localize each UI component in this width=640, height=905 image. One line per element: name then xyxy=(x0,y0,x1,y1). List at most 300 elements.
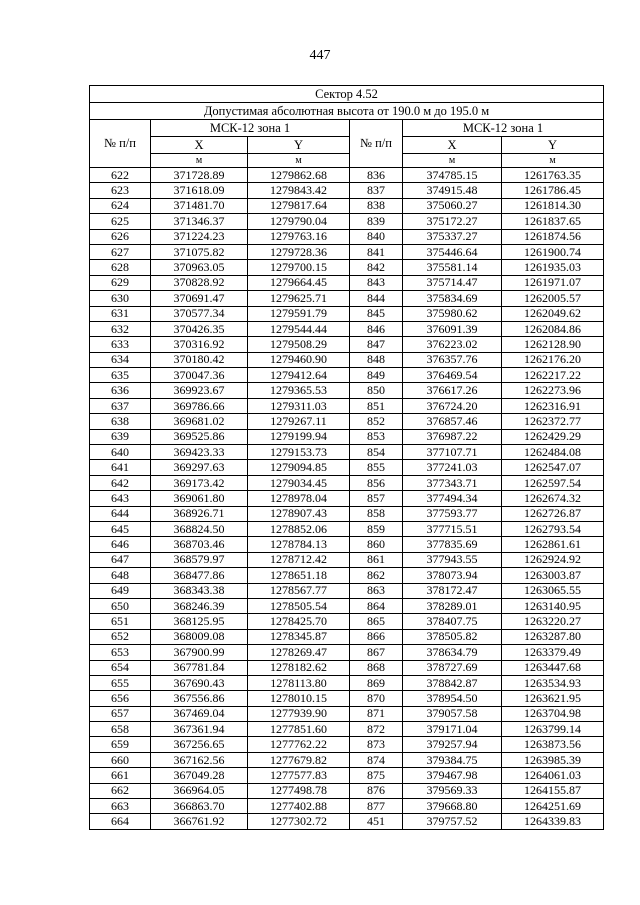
right-y-coordinate-cell: 1261900.74 xyxy=(502,244,604,259)
table-row xyxy=(90,306,604,321)
left-point-number-cell: 643 xyxy=(90,491,151,506)
right-x-coordinate-cell: 375172.27 xyxy=(403,214,502,229)
table-row xyxy=(90,552,604,567)
left-x-coordinate-cell: 367556.86 xyxy=(151,691,248,706)
right-x-coordinate-cell: 375714.47 xyxy=(403,275,502,290)
right-point-number-cell: 865 xyxy=(350,614,403,629)
left-y-coordinate-cell: 1278784.13 xyxy=(248,537,350,552)
sector-title: Сектор 4.52 xyxy=(90,86,604,103)
right-x-coordinate-cell: 376617.26 xyxy=(403,383,502,398)
right-point-number-cell: 842 xyxy=(350,260,403,275)
left-y-coordinate-cell: 1279544.44 xyxy=(248,321,350,336)
right-x-coordinate-cell: 376223.02 xyxy=(403,337,502,352)
table-row xyxy=(90,521,604,536)
left-x-coordinate-cell: 371728.89 xyxy=(151,168,248,183)
right-x-coordinate-cell: 378954.50 xyxy=(403,691,502,706)
right-y-coordinate-cell: 1261763.35 xyxy=(502,168,604,183)
unit-x-left: м xyxy=(151,154,248,168)
table-row xyxy=(90,691,604,706)
table-row xyxy=(90,491,604,506)
right-y-coordinate-cell: 1263799.14 xyxy=(502,722,604,737)
table-row xyxy=(90,244,604,259)
left-point-number-cell: 622 xyxy=(90,168,151,183)
right-x-coordinate-cell: 374785.15 xyxy=(403,168,502,183)
axis-header-row xyxy=(90,137,604,154)
left-x-coordinate-cell: 368125.95 xyxy=(151,614,248,629)
left-x-coordinate-cell: 370047.36 xyxy=(151,368,248,383)
left-x-coordinate-cell: 367781.84 xyxy=(151,660,248,675)
left-y-coordinate-cell: 1279267.11 xyxy=(248,414,350,429)
right-point-number-cell: 837 xyxy=(350,183,403,198)
left-point-number-cell: 636 xyxy=(90,383,151,398)
table-row xyxy=(90,198,604,213)
right-point-number-cell: 855 xyxy=(350,460,403,475)
right-point-number-cell: 874 xyxy=(350,752,403,767)
coordinates-table-body xyxy=(90,86,604,830)
left-point-number-cell: 662 xyxy=(90,783,151,798)
right-x-coordinate-cell: 377343.71 xyxy=(403,475,502,490)
left-y-coordinate-cell: 1277939.90 xyxy=(248,706,350,721)
right-x-coordinate-cell: 377107.71 xyxy=(403,445,502,460)
x-header-right: X xyxy=(403,137,502,154)
left-point-number-cell: 649 xyxy=(90,583,151,598)
table-row xyxy=(90,675,604,690)
right-x-coordinate-cell: 379171.04 xyxy=(403,722,502,737)
table-row xyxy=(90,768,604,783)
left-point-number-cell: 640 xyxy=(90,445,151,460)
left-x-coordinate-cell: 369923.67 xyxy=(151,383,248,398)
right-point-number-cell: 850 xyxy=(350,383,403,398)
right-y-coordinate-cell: 1262484.08 xyxy=(502,445,604,460)
right-y-coordinate-cell: 1262316.91 xyxy=(502,398,604,413)
right-x-coordinate-cell: 377494.34 xyxy=(403,491,502,506)
right-y-coordinate-cell: 1262372.77 xyxy=(502,414,604,429)
table-row xyxy=(90,783,604,798)
left-point-number-cell: 633 xyxy=(90,337,151,352)
left-x-coordinate-cell: 369423.33 xyxy=(151,445,248,460)
right-point-number-cell: 869 xyxy=(350,675,403,690)
right-y-coordinate-cell: 1263447.68 xyxy=(502,660,604,675)
left-y-coordinate-cell: 1279034.45 xyxy=(248,475,350,490)
left-x-coordinate-cell: 370180.42 xyxy=(151,352,248,367)
right-point-number-cell: 863 xyxy=(350,583,403,598)
right-y-coordinate-cell: 1264251.69 xyxy=(502,799,604,814)
right-point-number-cell: 854 xyxy=(350,445,403,460)
right-y-coordinate-cell: 1262793.54 xyxy=(502,521,604,536)
table-row xyxy=(90,475,604,490)
zone-header-right: МСК-12 зона 1 xyxy=(403,120,604,137)
table-row xyxy=(90,752,604,767)
left-point-number-cell: 652 xyxy=(90,629,151,644)
right-y-coordinate-cell: 1261837.65 xyxy=(502,214,604,229)
right-x-coordinate-cell: 378842.87 xyxy=(403,675,502,690)
unit-x-right: м xyxy=(403,154,502,168)
right-x-coordinate-cell: 374915.48 xyxy=(403,183,502,198)
left-point-number-cell: 656 xyxy=(90,691,151,706)
right-y-coordinate-cell: 1262726.87 xyxy=(502,506,604,521)
right-y-coordinate-cell: 1264061.03 xyxy=(502,768,604,783)
right-point-number-cell: 860 xyxy=(350,537,403,552)
right-x-coordinate-cell: 376987.22 xyxy=(403,429,502,444)
left-point-number-cell: 646 xyxy=(90,537,151,552)
left-y-coordinate-cell: 1279843.42 xyxy=(248,183,350,198)
right-point-number-cell: 864 xyxy=(350,598,403,613)
right-y-coordinate-cell: 1263065.55 xyxy=(502,583,604,598)
left-point-number-cell: 651 xyxy=(90,614,151,629)
right-point-number-cell: 836 xyxy=(350,168,403,183)
right-point-number-cell: 857 xyxy=(350,491,403,506)
left-point-number-cell: 659 xyxy=(90,737,151,752)
y-header-right: Y xyxy=(502,137,604,154)
left-point-number-cell: 647 xyxy=(90,552,151,567)
right-y-coordinate-cell: 1262273.96 xyxy=(502,383,604,398)
right-x-coordinate-cell: 377835.69 xyxy=(403,537,502,552)
left-x-coordinate-cell: 371618.09 xyxy=(151,183,248,198)
left-y-coordinate-cell: 1279094.85 xyxy=(248,460,350,475)
right-y-coordinate-cell: 1263985.39 xyxy=(502,752,604,767)
unit-y-right: м xyxy=(502,154,604,168)
right-x-coordinate-cell: 375834.69 xyxy=(403,291,502,306)
left-y-coordinate-cell: 1278010.15 xyxy=(248,691,350,706)
table-row xyxy=(90,737,604,752)
right-y-coordinate-cell: 1262128.90 xyxy=(502,337,604,352)
right-x-coordinate-cell: 375060.27 xyxy=(403,198,502,213)
right-y-coordinate-cell: 1263873.56 xyxy=(502,737,604,752)
left-x-coordinate-cell: 368477.86 xyxy=(151,568,248,583)
x-header-left: X xyxy=(151,137,248,154)
left-x-coordinate-cell: 367690.43 xyxy=(151,675,248,690)
left-point-number-cell: 654 xyxy=(90,660,151,675)
right-y-coordinate-cell: 1263621.95 xyxy=(502,691,604,706)
left-y-coordinate-cell: 1278269.47 xyxy=(248,645,350,660)
table-row xyxy=(90,398,604,413)
left-point-number-cell: 629 xyxy=(90,275,151,290)
left-y-coordinate-cell: 1279591.79 xyxy=(248,306,350,321)
left-y-coordinate-cell: 1278113.80 xyxy=(248,675,350,690)
right-y-coordinate-cell: 1262049.62 xyxy=(502,306,604,321)
table-row xyxy=(90,814,604,829)
left-y-coordinate-cell: 1278425.70 xyxy=(248,614,350,629)
right-point-number-cell: 841 xyxy=(350,244,403,259)
right-x-coordinate-cell: 377241.03 xyxy=(403,460,502,475)
right-y-coordinate-cell: 1261786.45 xyxy=(502,183,604,198)
table-row xyxy=(90,722,604,737)
right-y-coordinate-cell: 1262674.32 xyxy=(502,491,604,506)
left-y-coordinate-cell: 1279763.16 xyxy=(248,229,350,244)
right-x-coordinate-cell: 378634.79 xyxy=(403,645,502,660)
coordinates-table xyxy=(89,85,604,830)
right-x-coordinate-cell: 378505.82 xyxy=(403,629,502,644)
right-point-number-cell: 867 xyxy=(350,645,403,660)
left-x-coordinate-cell: 368926.71 xyxy=(151,506,248,521)
left-x-coordinate-cell: 366964.05 xyxy=(151,783,248,798)
right-y-coordinate-cell: 1262005.57 xyxy=(502,291,604,306)
left-point-number-cell: 653 xyxy=(90,645,151,660)
table-row xyxy=(90,383,604,398)
left-x-coordinate-cell: 367256.65 xyxy=(151,737,248,752)
right-y-coordinate-cell: 1261874.56 xyxy=(502,229,604,244)
left-point-number-cell: 641 xyxy=(90,460,151,475)
right-point-number-cell: 859 xyxy=(350,521,403,536)
left-y-coordinate-cell: 1277302.72 xyxy=(248,814,350,829)
right-x-coordinate-cell: 376469.54 xyxy=(403,368,502,383)
right-point-number-cell: 856 xyxy=(350,475,403,490)
left-point-number-cell: 637 xyxy=(90,398,151,413)
left-point-number-cell: 623 xyxy=(90,183,151,198)
left-point-number-cell: 660 xyxy=(90,752,151,767)
left-y-coordinate-cell: 1279625.71 xyxy=(248,291,350,306)
left-y-coordinate-cell: 1278182.62 xyxy=(248,660,350,675)
right-y-coordinate-cell: 1263534.93 xyxy=(502,675,604,690)
left-y-coordinate-cell: 1278345.87 xyxy=(248,629,350,644)
left-point-number-cell: 642 xyxy=(90,475,151,490)
left-y-coordinate-cell: 1279153.73 xyxy=(248,445,350,460)
right-x-coordinate-cell: 378289.01 xyxy=(403,598,502,613)
right-y-coordinate-cell: 1263140.95 xyxy=(502,598,604,613)
left-point-number-cell: 628 xyxy=(90,260,151,275)
table-row xyxy=(90,352,604,367)
table-row xyxy=(90,321,604,336)
right-x-coordinate-cell: 379467.98 xyxy=(403,768,502,783)
table-row xyxy=(90,799,604,814)
left-point-number-cell: 635 xyxy=(90,368,151,383)
left-x-coordinate-cell: 368824.50 xyxy=(151,521,248,536)
left-x-coordinate-cell: 366863.70 xyxy=(151,799,248,814)
table-row xyxy=(90,614,604,629)
right-y-coordinate-cell: 1262597.54 xyxy=(502,475,604,490)
left-x-coordinate-cell: 371075.82 xyxy=(151,244,248,259)
right-x-coordinate-cell: 376091.39 xyxy=(403,321,502,336)
left-y-coordinate-cell: 1278852.06 xyxy=(248,521,350,536)
right-x-coordinate-cell: 378407.75 xyxy=(403,614,502,629)
right-point-number-cell: 851 xyxy=(350,398,403,413)
left-x-coordinate-cell: 368579.97 xyxy=(151,552,248,567)
left-y-coordinate-cell: 1277402.88 xyxy=(248,799,350,814)
left-x-coordinate-cell: 369061.80 xyxy=(151,491,248,506)
right-point-number-cell: 866 xyxy=(350,629,403,644)
left-point-number-cell: 658 xyxy=(90,722,151,737)
number-header-right: № п/п xyxy=(350,120,403,168)
right-y-coordinate-cell: 1264155.87 xyxy=(502,783,604,798)
right-y-coordinate-cell: 1263704.98 xyxy=(502,706,604,721)
table-row xyxy=(90,291,604,306)
right-y-coordinate-cell: 1262429.29 xyxy=(502,429,604,444)
table-row xyxy=(90,506,604,521)
right-point-number-cell: 868 xyxy=(350,660,403,675)
y-header-left: Y xyxy=(248,137,350,154)
left-y-coordinate-cell: 1279664.45 xyxy=(248,275,350,290)
right-point-number-cell: 876 xyxy=(350,783,403,798)
right-x-coordinate-cell: 377593.77 xyxy=(403,506,502,521)
left-point-number-cell: 625 xyxy=(90,214,151,229)
number-header-left: № п/п xyxy=(90,120,151,168)
left-y-coordinate-cell: 1279199.94 xyxy=(248,429,350,444)
left-y-coordinate-cell: 1279460.90 xyxy=(248,352,350,367)
left-x-coordinate-cell: 370828.92 xyxy=(151,275,248,290)
right-point-number-cell: 843 xyxy=(350,275,403,290)
right-point-number-cell: 846 xyxy=(350,321,403,336)
right-x-coordinate-cell: 375446.64 xyxy=(403,244,502,259)
table-row xyxy=(90,537,604,552)
left-y-coordinate-cell: 1279412.64 xyxy=(248,368,350,383)
left-x-coordinate-cell: 371481.70 xyxy=(151,198,248,213)
left-x-coordinate-cell: 370577.34 xyxy=(151,306,248,321)
right-point-number-cell: 838 xyxy=(350,198,403,213)
unit-row xyxy=(90,154,604,168)
left-x-coordinate-cell: 368703.46 xyxy=(151,537,248,552)
table-row xyxy=(90,429,604,444)
right-x-coordinate-cell: 375980.62 xyxy=(403,306,502,321)
left-x-coordinate-cell: 368009.08 xyxy=(151,629,248,644)
zone-header-left: МСК-12 зона 1 xyxy=(151,120,350,137)
right-x-coordinate-cell: 378727.69 xyxy=(403,660,502,675)
left-point-number-cell: 644 xyxy=(90,506,151,521)
zone-header-row xyxy=(90,120,604,137)
left-point-number-cell: 634 xyxy=(90,352,151,367)
left-y-coordinate-cell: 1277679.82 xyxy=(248,752,350,767)
table-row xyxy=(90,414,604,429)
left-y-coordinate-cell: 1279311.03 xyxy=(248,398,350,413)
left-point-number-cell: 663 xyxy=(90,799,151,814)
right-x-coordinate-cell: 377943.55 xyxy=(403,552,502,567)
right-x-coordinate-cell: 379384.75 xyxy=(403,752,502,767)
table-row xyxy=(90,368,604,383)
right-y-coordinate-cell: 1263003.87 xyxy=(502,568,604,583)
left-x-coordinate-cell: 371224.23 xyxy=(151,229,248,244)
right-y-coordinate-cell: 1262217.22 xyxy=(502,368,604,383)
title-row xyxy=(90,86,604,103)
left-y-coordinate-cell: 1279700.15 xyxy=(248,260,350,275)
right-y-coordinate-cell: 1263220.27 xyxy=(502,614,604,629)
table-row xyxy=(90,629,604,644)
right-point-number-cell: 840 xyxy=(350,229,403,244)
right-x-coordinate-cell: 379668.80 xyxy=(403,799,502,814)
table-row xyxy=(90,275,604,290)
right-y-coordinate-cell: 1262547.07 xyxy=(502,460,604,475)
left-point-number-cell: 627 xyxy=(90,244,151,259)
left-y-coordinate-cell: 1279790.04 xyxy=(248,214,350,229)
altitude-range: Допустимая абсолютная высота от 190.0 м до 195.0 м xyxy=(90,103,604,120)
left-y-coordinate-cell: 1279862.68 xyxy=(248,168,350,183)
subtitle-row xyxy=(90,103,604,120)
left-point-number-cell: 624 xyxy=(90,198,151,213)
right-x-coordinate-cell: 379057.58 xyxy=(403,706,502,721)
table-row xyxy=(90,660,604,675)
left-y-coordinate-cell: 1278567.77 xyxy=(248,583,350,598)
right-x-coordinate-cell: 379757.52 xyxy=(403,814,502,829)
right-point-number-cell: 858 xyxy=(350,506,403,521)
table-row xyxy=(90,337,604,352)
left-point-number-cell: 657 xyxy=(90,706,151,721)
left-point-number-cell: 638 xyxy=(90,414,151,429)
table-row xyxy=(90,568,604,583)
left-point-number-cell: 631 xyxy=(90,306,151,321)
unit-y-left: м xyxy=(248,154,350,168)
right-y-coordinate-cell: 1262176.20 xyxy=(502,352,604,367)
table-row xyxy=(90,260,604,275)
left-x-coordinate-cell: 367469.04 xyxy=(151,706,248,721)
right-point-number-cell: 862 xyxy=(350,568,403,583)
right-point-number-cell: 451 xyxy=(350,814,403,829)
left-y-coordinate-cell: 1279508.29 xyxy=(248,337,350,352)
left-point-number-cell: 639 xyxy=(90,429,151,444)
right-y-coordinate-cell: 1261935.03 xyxy=(502,260,604,275)
left-point-number-cell: 632 xyxy=(90,321,151,336)
right-point-number-cell: 873 xyxy=(350,737,403,752)
right-x-coordinate-cell: 378073.94 xyxy=(403,568,502,583)
right-point-number-cell: 870 xyxy=(350,691,403,706)
table-row xyxy=(90,168,604,183)
right-point-number-cell: 848 xyxy=(350,352,403,367)
right-y-coordinate-cell: 1261814.30 xyxy=(502,198,604,213)
left-x-coordinate-cell: 371346.37 xyxy=(151,214,248,229)
left-y-coordinate-cell: 1279365.53 xyxy=(248,383,350,398)
left-x-coordinate-cell: 369525.86 xyxy=(151,429,248,444)
table-row xyxy=(90,229,604,244)
right-point-number-cell: 839 xyxy=(350,214,403,229)
left-x-coordinate-cell: 368343.38 xyxy=(151,583,248,598)
right-point-number-cell: 847 xyxy=(350,337,403,352)
left-y-coordinate-cell: 1278651.18 xyxy=(248,568,350,583)
left-point-number-cell: 661 xyxy=(90,768,151,783)
table-row xyxy=(90,183,604,198)
left-x-coordinate-cell: 369681.02 xyxy=(151,414,248,429)
right-point-number-cell: 849 xyxy=(350,368,403,383)
right-x-coordinate-cell: 377715.51 xyxy=(403,521,502,536)
table-row xyxy=(90,598,604,613)
left-y-coordinate-cell: 1278712.42 xyxy=(248,552,350,567)
left-y-coordinate-cell: 1277498.78 xyxy=(248,783,350,798)
right-point-number-cell: 852 xyxy=(350,414,403,429)
left-y-coordinate-cell: 1279728.36 xyxy=(248,244,350,259)
right-x-coordinate-cell: 378172.47 xyxy=(403,583,502,598)
right-y-coordinate-cell: 1262861.61 xyxy=(502,537,604,552)
left-y-coordinate-cell: 1277851.60 xyxy=(248,722,350,737)
right-y-coordinate-cell: 1261971.07 xyxy=(502,275,604,290)
left-x-coordinate-cell: 367361.94 xyxy=(151,722,248,737)
left-point-number-cell: 626 xyxy=(90,229,151,244)
left-x-coordinate-cell: 367162.56 xyxy=(151,752,248,767)
right-y-coordinate-cell: 1262924.92 xyxy=(502,552,604,567)
right-y-coordinate-cell: 1263379.49 xyxy=(502,645,604,660)
right-x-coordinate-cell: 375337.27 xyxy=(403,229,502,244)
left-x-coordinate-cell: 370963.05 xyxy=(151,260,248,275)
right-x-coordinate-cell: 376724.20 xyxy=(403,398,502,413)
left-point-number-cell: 630 xyxy=(90,291,151,306)
right-x-coordinate-cell: 379569.33 xyxy=(403,783,502,798)
table-row xyxy=(90,706,604,721)
right-point-number-cell: 875 xyxy=(350,768,403,783)
left-y-coordinate-cell: 1277577.83 xyxy=(248,768,350,783)
right-point-number-cell: 877 xyxy=(350,799,403,814)
table-row xyxy=(90,645,604,660)
table-row xyxy=(90,445,604,460)
left-x-coordinate-cell: 370426.35 xyxy=(151,321,248,336)
left-x-coordinate-cell: 367900.99 xyxy=(151,645,248,660)
right-x-coordinate-cell: 376357.76 xyxy=(403,352,502,367)
right-x-coordinate-cell: 375581.14 xyxy=(403,260,502,275)
left-x-coordinate-cell: 369173.42 xyxy=(151,475,248,490)
left-point-number-cell: 648 xyxy=(90,568,151,583)
left-x-coordinate-cell: 366761.92 xyxy=(151,814,248,829)
right-point-number-cell: 871 xyxy=(350,706,403,721)
left-point-number-cell: 664 xyxy=(90,814,151,829)
table-row xyxy=(90,460,604,475)
right-point-number-cell: 844 xyxy=(350,291,403,306)
left-x-coordinate-cell: 370316.92 xyxy=(151,337,248,352)
left-y-coordinate-cell: 1277762.22 xyxy=(248,737,350,752)
left-point-number-cell: 650 xyxy=(90,598,151,613)
